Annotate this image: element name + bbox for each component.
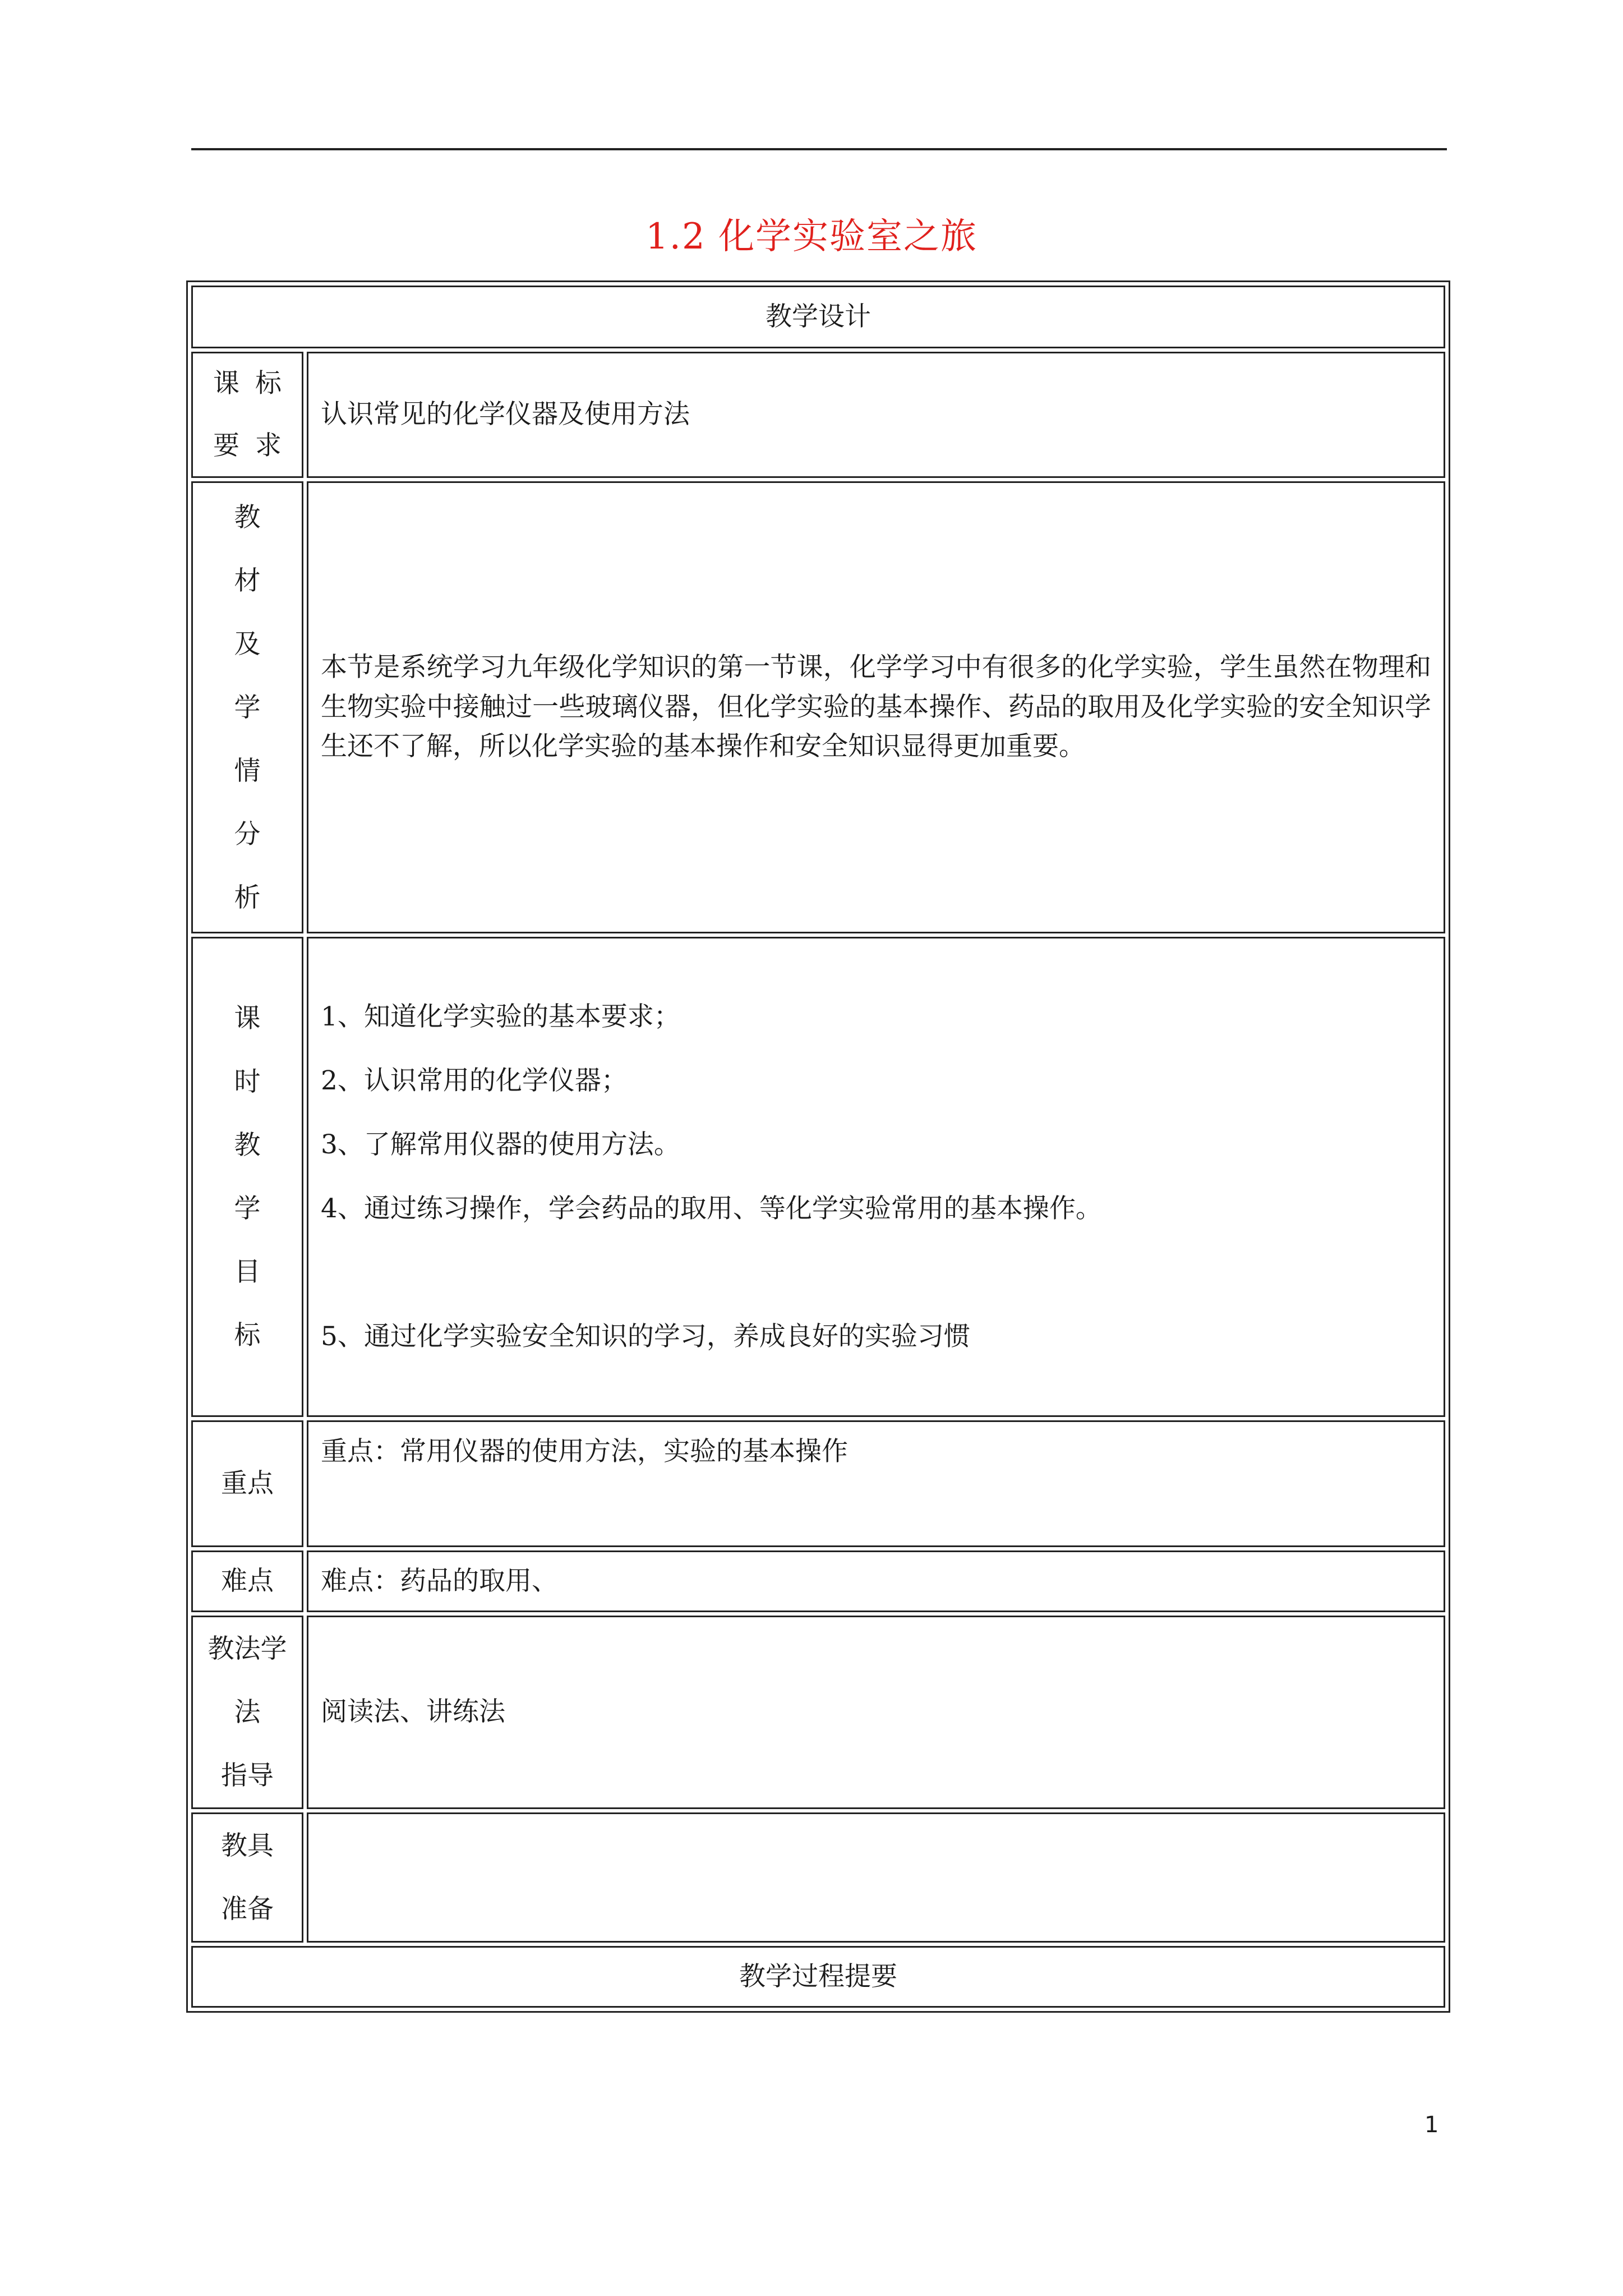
analysis-label xyxy=(191,481,303,933)
label-char: 材 xyxy=(234,565,261,596)
label-char: 标 xyxy=(234,1320,261,1351)
goals-content xyxy=(307,937,1445,1417)
label-line: 教具 xyxy=(221,1830,274,1861)
label-line: 法 xyxy=(234,1697,261,1728)
label-char: 教 xyxy=(234,1130,261,1161)
key-points-label: 重点 xyxy=(191,1420,303,1547)
goal-item: 5、通过化学实验安全知识的学习，养成良好的实验习惯 xyxy=(321,1321,970,1352)
tools-label xyxy=(191,1812,303,1943)
goals-row xyxy=(191,937,1445,1417)
label-char: 学 xyxy=(234,692,261,723)
label-char: 课 xyxy=(213,368,239,399)
tools-row xyxy=(191,1812,1445,1943)
goal-item: 3、了解常用仪器的使用方法。 xyxy=(321,1129,680,1160)
goal-spacer xyxy=(321,1241,1431,1305)
header-rule xyxy=(191,148,1447,150)
curriculum-label xyxy=(191,352,303,478)
page-number: 1 xyxy=(1424,2112,1439,2138)
analysis-row xyxy=(191,481,1445,933)
analysis-content: 本节是系统学习九年级化学知识的第一节课，化学学习中有很多的化学实验，学生虽然在物理和生物实验中接触过一些玻璃仪器，但化学实验的基本操作、药品的取用及化学实验的安全知识学生还不了解，所以化学实验的基本操作和安全知识显得更加重要。 xyxy=(307,481,1445,933)
label-char: 目 xyxy=(234,1257,261,1287)
curriculum-row xyxy=(191,352,1445,478)
document-title: 1.2 化学实验室之旅 xyxy=(645,216,978,257)
goals-label xyxy=(191,937,303,1417)
label-char: 课 xyxy=(234,1003,261,1034)
label-char: 情 xyxy=(234,755,261,786)
goal-item: 2、认识常用的化学仪器； xyxy=(321,1065,628,1096)
label-char: 求 xyxy=(255,430,282,461)
table-header-row xyxy=(191,286,1445,348)
methods-label xyxy=(191,1616,303,1809)
tools-content xyxy=(307,1812,1445,1943)
label-char: 时 xyxy=(234,1066,261,1097)
goal-item: 4、通过练习操作，学会药品的取用、等化学实验常用的基本操作。 xyxy=(321,1193,1102,1224)
label-line: 指导 xyxy=(221,1760,274,1791)
label-char: 学 xyxy=(234,1193,261,1224)
label-char: 分 xyxy=(234,818,261,850)
table-header: 教学设计 xyxy=(191,286,1445,348)
difficulties-content: 难点：药品的取用、 xyxy=(307,1550,1445,1612)
methods-content: 阅读法、讲练法 xyxy=(307,1616,1445,1809)
methods-row xyxy=(191,1616,1445,1809)
goal-item: 1、知道化学实验的基本要求； xyxy=(321,1001,680,1032)
key-points-content: 重点：常用仪器的使用方法，实验的基本操作 xyxy=(307,1420,1445,1547)
label-line: 准备 xyxy=(221,1894,274,1925)
table-footer-row xyxy=(191,1946,1445,2008)
table-footer: 教学过程提要 xyxy=(191,1946,1445,2008)
label-char: 教 xyxy=(234,501,261,533)
label-line: 教法学 xyxy=(208,1634,287,1664)
difficulties-label: 难点 xyxy=(191,1550,303,1612)
label-char: 及 xyxy=(234,628,261,660)
label-char: 要 xyxy=(213,430,239,461)
difficulties-row xyxy=(191,1550,1445,1612)
label-char: 标 xyxy=(255,368,282,399)
label-char: 析 xyxy=(234,882,261,913)
lesson-plan-table xyxy=(186,280,1450,2013)
curriculum-content: 认识常见的化学仪器及使用方法 xyxy=(307,352,1445,478)
key-points-row xyxy=(191,1420,1445,1547)
